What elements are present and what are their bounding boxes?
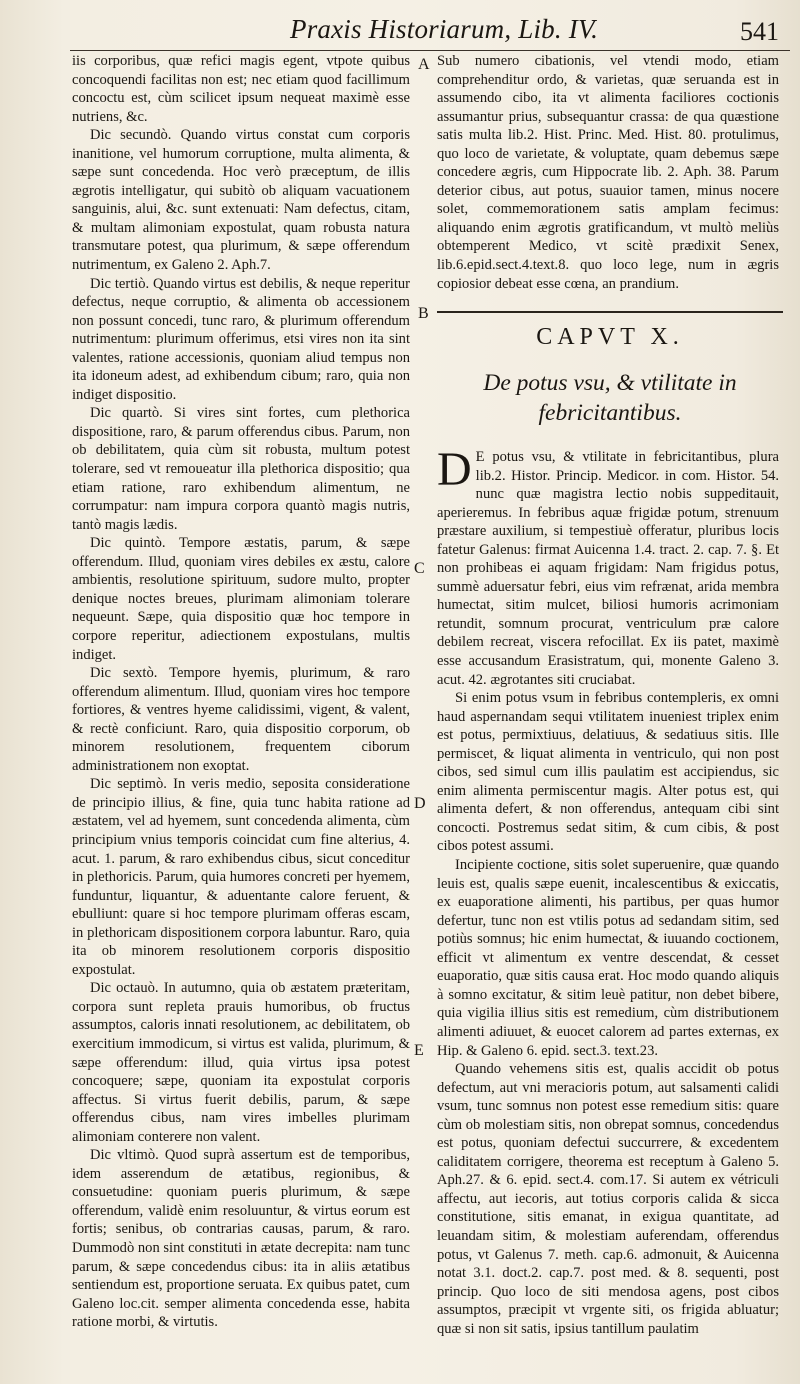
paragraph-text: Si enim potus vsum in febribus contempleris, ex omni haud aspernandam sequi vtilitatem inueniest triplex enim est potus, permixtiuus, delatiuus, & sedatiuus sitis. Ille permiscet, & liquat alimenta in ventriculo, qui non post cibos, sed simul cum illis paulatim est accipiendus, sic enim alimenta permiscentur magis. Alter potus est, qui alimenta defert, & non offerendus, antequam cibi sint concocti. Postremus sedat sitim, & cum cibis, & post cibos potest assumi.: [437, 690, 779, 855]
paragraph: [437, 856, 779, 1060]
right-column-top: [437, 52, 779, 293]
running-head: Praxis Historiarum, Lib. IV.: [290, 14, 599, 44]
paragraph: [72, 775, 410, 979]
margin-letter-d: D: [414, 795, 426, 812]
paragraph-text: Dic sextò. Tempore hyemis, plurimum, & raro offerendum alimentum. Illud, quoniam vires hoc tempore fortiores, & ventres hyeme calidissimi, vigent, & valent, & rectè conficiunt. Raro, quia dispositio corporum, ob minorem resolutionem, frequentem ciborum administrationem non exoptat.: [72, 665, 410, 774]
left-column: [72, 52, 410, 1332]
paragraph: [437, 689, 779, 856]
paragraph-text: Quando vehemens sitis est, qualis accidit ob potus defectum, aut vni meracioris potum, aut salsamenti calidi vsum, tunc somnus non potest esse remedium sitis: quare cùm ob molestiam sitis, non obrepat somnus, concedendus est potus, quoniam defectui succurrere, & excedentem caliditatem corrigere, theorema est receptum à Galeno 5. Aph.27. & 6. epid. sect.4. com.17. Si autem ex vétriculi affectu, aut iecoris, aut totius corporis calida & sicca constitutione, sitis emanat, in exigua quantitate, ad leuandam sitim, & molestiam auferendam, offerendus potus, vt Galenus 7. meth. cap.6. admonuit, & Auicenna notat 3.1. doct.2. cap.7. post med. & 8. sequenti, post princip. Quo loco de siti mendosa agens, post cibos assumptos, præcipit vt vrgente siti, os frigida abluatur; quæ si non sit satis, ipsius tantillum paulatim: [437, 1061, 779, 1337]
paragraph: [72, 979, 410, 1146]
page-number: 541: [740, 17, 779, 46]
paragraph: [437, 443, 779, 689]
chapter-number: CAPVT X.: [536, 324, 684, 350]
drop-cap: D: [437, 443, 472, 496]
paragraph-text: Dic secundò. Quando virtus constat cum corporis inanitione, vel humorum corruptione, multa alimenta, & sæpe sunt concedenda. Hoc verò præceptum, de illis ægrotis intelligatur, qui subitò ob aliquam vacuationem sanguinis, alui, &c. sunt extenuati: Nam defectus, citam, & multam alimoniam expostulat, quam robusta natura transmutare potest, qua plurimum, & sæpe offerendum nutrimentum, ex Galeno 2. Aph.7.: [72, 127, 410, 274]
header-rule: [70, 50, 790, 51]
paragraph-text: Dic tertiò. Quando virtus est debilis, & neque reperitur defectus, neque corruptio, & alimenta ob accessionem non possunt concedi, tunc raro, & plurimum offerendum nutrimentum: plurimum offerimus, etsi vires non ita sint valentes, ratione accessionis, quoniam aliud tempus non ita idoneum adest, ad exhibendum cibum; raro, quia non indiget dispositio.: [72, 275, 410, 403]
chapter-rule: [437, 311, 783, 313]
paragraph: [72, 1146, 410, 1331]
paragraph-text: Dic quartò. Si vires sint fortes, cum plethorica dispositione, raro, & parum offerendus cibus. Parum, non ob debilitatem, quia cùm sit robusta, multum potest tolerare, sed vt remoueatur illa plethorica dispositio; qua etiam ratione, raro exhibendum alimentum, ne corrumpatur: nam impura corpora quantò magis nutris, tantò magis lædis.: [72, 405, 410, 533]
paragraph: [72, 126, 410, 274]
paragraph: [437, 1060, 779, 1338]
paragraph: [72, 404, 410, 534]
paragraph-text: E potus vsu, & vtilitate in febricitantibus, plura lib.2. Histor. Princip. Medicor. in com. Histor. 54. nunc quæ magistra lectio nobis suppeditauit, aperieremus. In febribus aquæ frigidæ potum, strenuum præstare auxilium, si tempestiuè offeratur, pluribus locis fatetur Galenus: firmat Auicenna 1.4. tract. 2. cap. 7. §. Et non prohibeas ei aquam frigidam: Nam frigidus potus, summè aduersatur febri, eius vim refrænat, arida membra humectat, sitim mulcet, biliosi humoris acrimoniam retundit, somnum procurat, ventriculum præ calore debilem recreat, viscera refocillat. Ex iis patet, maximè esse accusandum Erasistratum, qui, monente Galeno 3. acut. 42. ægrotantes siti cruciabat.: [437, 449, 779, 688]
paragraph-text: Dic vltimò. Quod suprà assertum est de temporibus, idem asserendum de ætatibus, regionibus, & consuetudine: quoniam pueris plurimum, & sæpe offerendum, validè enim resoluuntur, & virtus eorum est fortis; senibus, ob contrarias causas, parum, & raro. Dummodò non sint constituti in ætate decrepita: nam tunc parum, & sæpe concedendus cibus: ita in aliis ætatibus sentiendum est, proportione seruata. Ex quibus patet, cum Galeno loc.cit. semper alimenta concedenda esse, habita ratione morbi, & virtutis.: [72, 1147, 410, 1331]
margin-letter-a: A: [418, 56, 430, 73]
paragraph-text: iis corporibus, quæ refici magis egent, vtpote quibus concoquendi facilitas non est; nec etiam quod facillimum concoctu est, cùm scilicet ipsum nequeat maximè esse nutriens, &c.: [72, 53, 410, 125]
paragraph: [437, 52, 779, 293]
paragraph-text: Incipiente coctione, sitis solet superuenire, quæ quando leuis est, qualis sæpe euenit, incalescentibus & exiccatis, ex euaporatione alimenti, his partibus, per quas humor defertur, tunc non est vtilis potus ad sedandam sitim, sed potiùs somnus; hic enim humectat, & iuuando coctionem, efficit vt alimentum ex ventre descendat, & cesset euaporatio, quæ sitis causa erat. Hoc modo quando aliquis à somno excitatur, & sitim leuè patitur, non debet bibere, quia vigilia illius sitis est remedium, cùm distributionem alimenti adiuuet, & euocet calorem ad partes externas, ex Hip. & Galeno 6. epid. sect.3. text.23.: [437, 857, 779, 1059]
paragraph-text: Dic septimò. In veris medio, seposita consideratione de principio illius, & fine, quia tunc habita ratione ad æstatem, vel ad hyemem, sunt concedenda alimenta, cùm principium vnius temporis coincidat cum fine alterius, 4. acut. 1. parum, & raro exhibendus cibus, sicut conceditur in plethoricis. Parum, quia humores concreti per hyemem, funduntur, liquantur, & aduentante calore feruent, & ebulliunt: quare si hoc tempore plurimam offeras escam, in plethoricam dispositionem corpora labuntur. Raro, quia ita ob minorem resolutionem corporis dispositio expostulat.: [72, 776, 410, 978]
margin-letter-b: B: [418, 305, 429, 322]
paragraph-text: Dic quintò. Tempore æstatis, parum, & sæpe offerendum. Illud, quoniam vires debiles ex æstu, calore ambientis, resolutione spirituum, sudore multo, propter denique noctes breues, plurimam alimoniam tolerare nequeunt. Sæpe, quia dispositio quæ hoc tempore in corpore reperitur, adiectionem expostulans, multis indiget.: [72, 535, 410, 663]
margin-letter-c: C: [414, 560, 425, 577]
margin-letter-e: E: [414, 1042, 424, 1059]
paragraph: [72, 534, 410, 664]
paragraph: [72, 275, 410, 405]
paragraph: [72, 52, 410, 126]
paragraph: [72, 664, 410, 775]
paragraph-text: Dic octauò. In autumno, quia ob æstatem præteritam, corpora sunt repleta prauis humoribus, ob fructus assumptos, caloris innati resolutionem, ac debilitatem, ob exercitium immodicum, si virtus est valida, plurimum, & sæpe offerendum: illud, quia virtus ipsa potest concoquere; sæpe, quoniam ita expostulat corporis affectus. Si virtus fuerit debilis, parum, & sæpe offerendus cibus, nam vires imbelles plurimam alimoniam conterere non valent.: [72, 980, 410, 1145]
paragraph-text: Sub numero cibationis, vel vtendi modo, etiam comprehenditur ordo, & varietas, quæ seruanda est in assumendo cibo, ita vt alimenta faciliores coctionis assumantur prius, subsequantur crassa: de qua quæstione satis multa lib.2. Hist. Princ. Med. Hist. 80. protulimus, quo loco de varietate, & voluptate, quam debemus sæpe concedere ægris, cum Hippocrate lib. 2. Aph. 38. Parum deterior cibus, aut potus, suauior tamen, minus nocere solet, commemorationem satis amplam fecimus: aliquando enim ægrotis gratificandum, vt multò meliùs obtemperent Medico, vt scitè prædixit Senex, lib.6.epid.sect.4.text.8. quo loco lege, num in ægris copiosior debeat esse cœna, an prandium.: [437, 53, 779, 292]
chapter-title: De potus vsu, & vtilitate in febricitantibus.: [483, 370, 737, 426]
right-column-bottom: [437, 443, 779, 1338]
